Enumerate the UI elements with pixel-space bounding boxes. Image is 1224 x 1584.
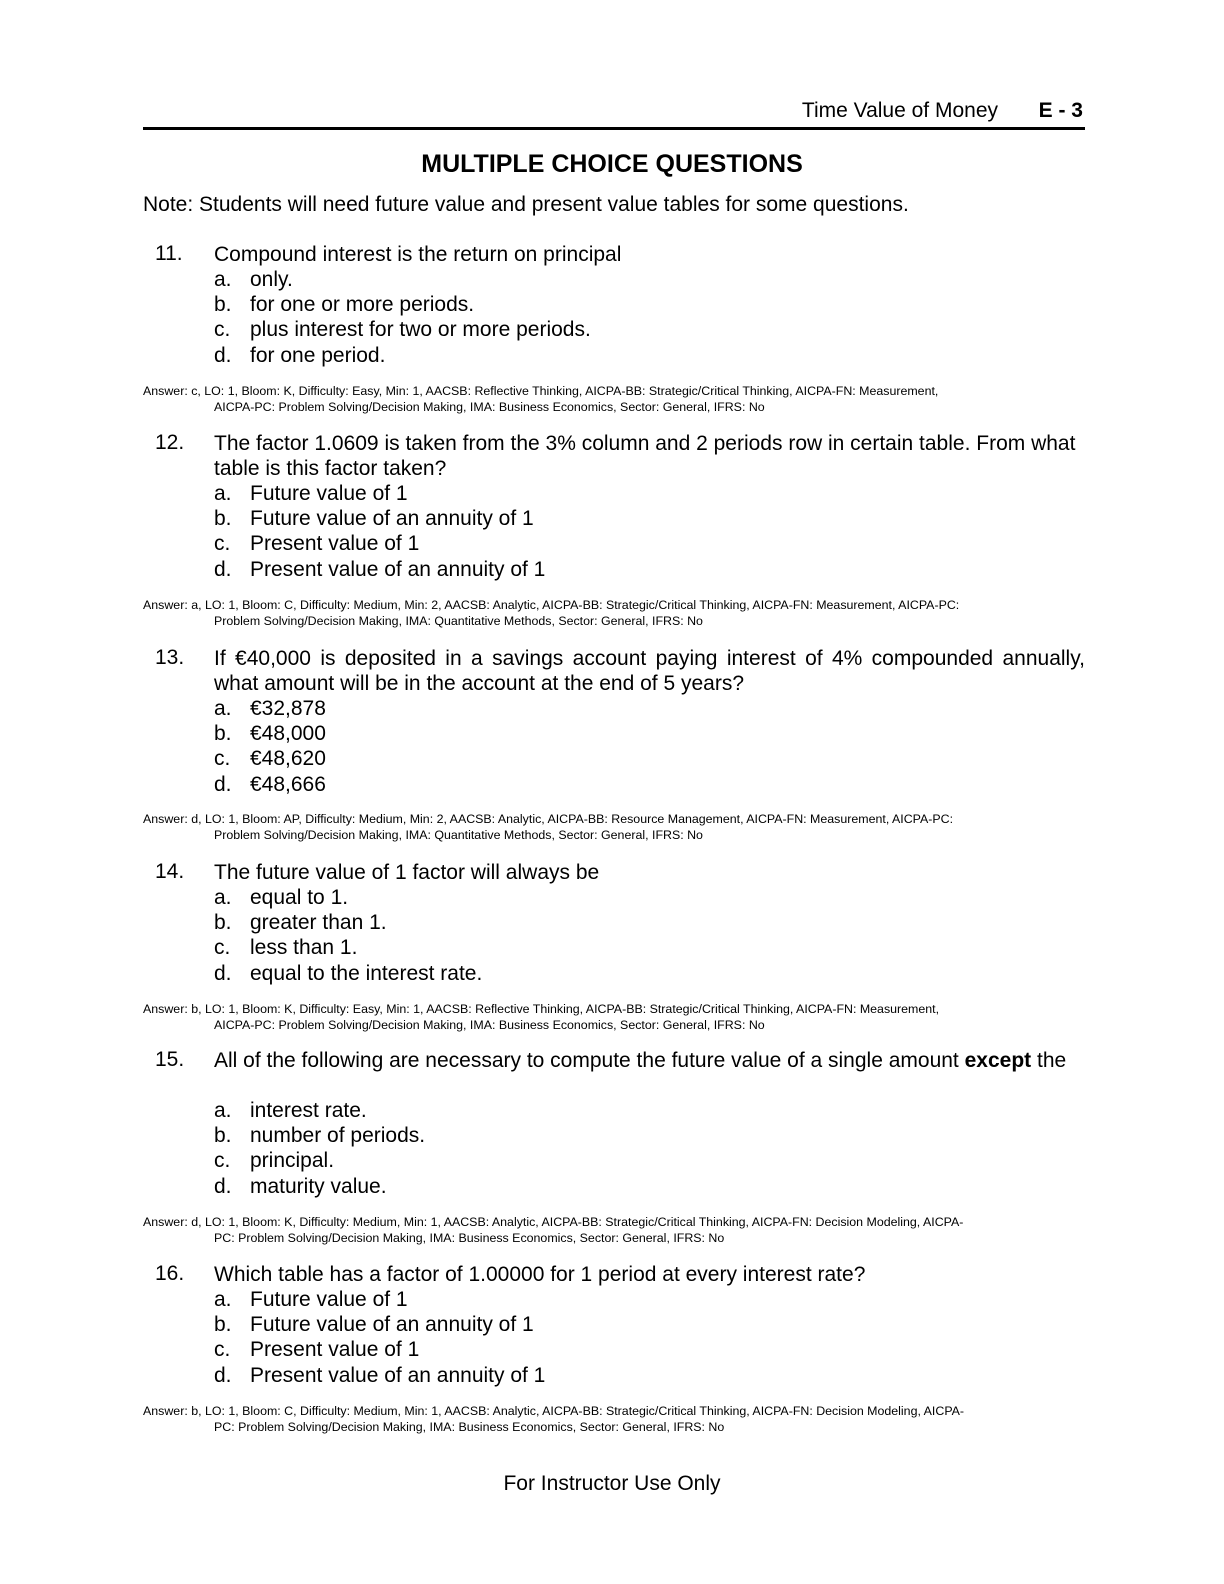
answer-metadata: Answer: d, LO: 1, Bloom: K, Difficulty: Medium, Min: 1, AACSB: Analytic, AICPA-BB: Strategic/Critical Thinking, AICPA-FN: Decision Modeling, AICPA- PC: Problem Solving/Decision Making, IMA: Business Economics, Sector: General, IFRS: No [143,1215,964,1245]
option-b: b. greater than 1. [214,911,387,935]
question-text: The factor 1.0609 is taken from the 3% column and 2 periods row in certain table. From what table is this factor taken? [214,432,1076,480]
answer-metadata: Answer: d, LO: 1, Bloom: AP, Difficulty: Medium, Min: 2, AACSB: Analytic, AICPA-BB: Resource Management, AICPA-FN: Measurement, AICPA-PC: Problem Solving/Decision Making, IMA: Quantitative Methods, Sector: General, IFRS: No [143,812,954,842]
option-list [214,1287,545,1388]
option-list [214,696,326,797]
page-number: E - 3 [1038,99,1083,122]
question-number: 14. [155,860,185,883]
question-text: The future value of 1 factor will always be [214,861,600,884]
page-footer: For Instructor Use Only [503,1472,721,1495]
option-d: d. €48,666 [214,772,326,796]
option-list [214,1098,425,1199]
note-text: Note: Students will need future value and present value tables for some questions. [143,193,909,216]
section-heading: MULTIPLE CHOICE QUESTIONS [421,150,803,178]
option-c: c. principal. [214,1149,335,1173]
option-c: c. €48,620 [214,747,326,771]
option-c: c. plus interest for two or more periods. [214,318,591,342]
option-d: d. for one period. [214,343,386,367]
question-number: 16. [155,1262,185,1285]
emphasis-except: except [964,1049,1032,1072]
chapter-title: Time Value of Money [801,99,998,122]
question-text: Compound interest is the return on principal [214,243,622,266]
option-list [214,267,591,368]
answer-metadata: Answer: c, LO: 1, Bloom: K, Difficulty: Easy, Min: 1, AACSB: Reflective Thinking, AICPA-BB: Strategic/Critical Thinking, AICPA-FN: Measurement, AICPA-PC: Problem Solving/Decision Making, IMA: Business Economics, Sector: General, IFRS: No [143,384,939,414]
option-d: d. maturity value. [214,1174,387,1198]
option-a: a. Future value of 1 [214,1288,408,1311]
option-list [214,481,545,582]
page-header [143,99,1085,130]
option-b: b. Future value of an annuity of 1 [214,507,534,531]
option-a: a. only. [214,268,293,291]
answer-metadata: Answer: b, LO: 1, Bloom: C, Difficulty: Medium, Min: 1, AACSB: Analytic, AICPA-BB: Strategic/Critical Thinking, AICPA-FN: Decision Modeling, AICPA- PC: Problem Solving/Decision Making, IMA: Business Economics, Sector: General, IFRS: No [143,1404,965,1434]
option-d: d. Present value of an annuity of 1 [214,1363,546,1387]
question-number: 12. [155,431,185,454]
option-d: d. Present value of an annuity of 1 [214,557,546,581]
question-text: Which table has a factor of 1.00000 for 1 period at every interest rate? [214,1263,866,1286]
option-a: a. €32,878 [214,697,326,720]
answer-metadata: Answer: b, LO: 1, Bloom: K, Difficulty: Easy, Min: 1, AACSB: Reflective Thinking, AICPA-BB: Strategic/Critical Thinking, AICPA-FN: Measurement, AICPA-PC: Problem Solving/Decision Making, IMA: Business Economics, Sector: General, IFRS: No [143,1002,940,1032]
question-text: All of the following are necessary to compute the future value of a single amount except the [214,1049,1067,1072]
question-text: If €40,000 is deposited in a savings account paying interest of 4% compounded annually, what amount will be in the account at the end of 5 years? [214,647,1085,695]
answer-metadata: Answer: a, LO: 1, Bloom: C, Difficulty: Medium, Min: 2, AACSB: Analytic, AICPA-BB: Strategic/Critical Thinking, AICPA-FN: Measurement, AICPA-PC: Problem Solving/Decision Making, IMA: Quantitative Methods, Sector: General, IFRS: No [143,598,960,628]
option-b: b. €48,000 [214,722,326,746]
option-a: a. Future value of 1 [214,482,408,505]
option-b: b. Future value of an annuity of 1 [214,1313,534,1337]
option-c: c. less than 1. [214,936,358,960]
option-list [214,885,482,986]
option-a: a. equal to 1. [214,886,349,909]
option-d: d. equal to the interest rate. [214,961,483,985]
question-number: 15. [155,1048,185,1071]
question-number: 11. [155,242,183,265]
option-b: b. for one or more periods. [214,293,475,317]
option-b: b. number of periods. [214,1124,426,1148]
option-c: c. Present value of 1 [214,1338,420,1362]
question-number: 13. [155,646,185,669]
option-c: c. Present value of 1 [214,532,420,556]
option-a: a. interest rate. [214,1099,367,1122]
